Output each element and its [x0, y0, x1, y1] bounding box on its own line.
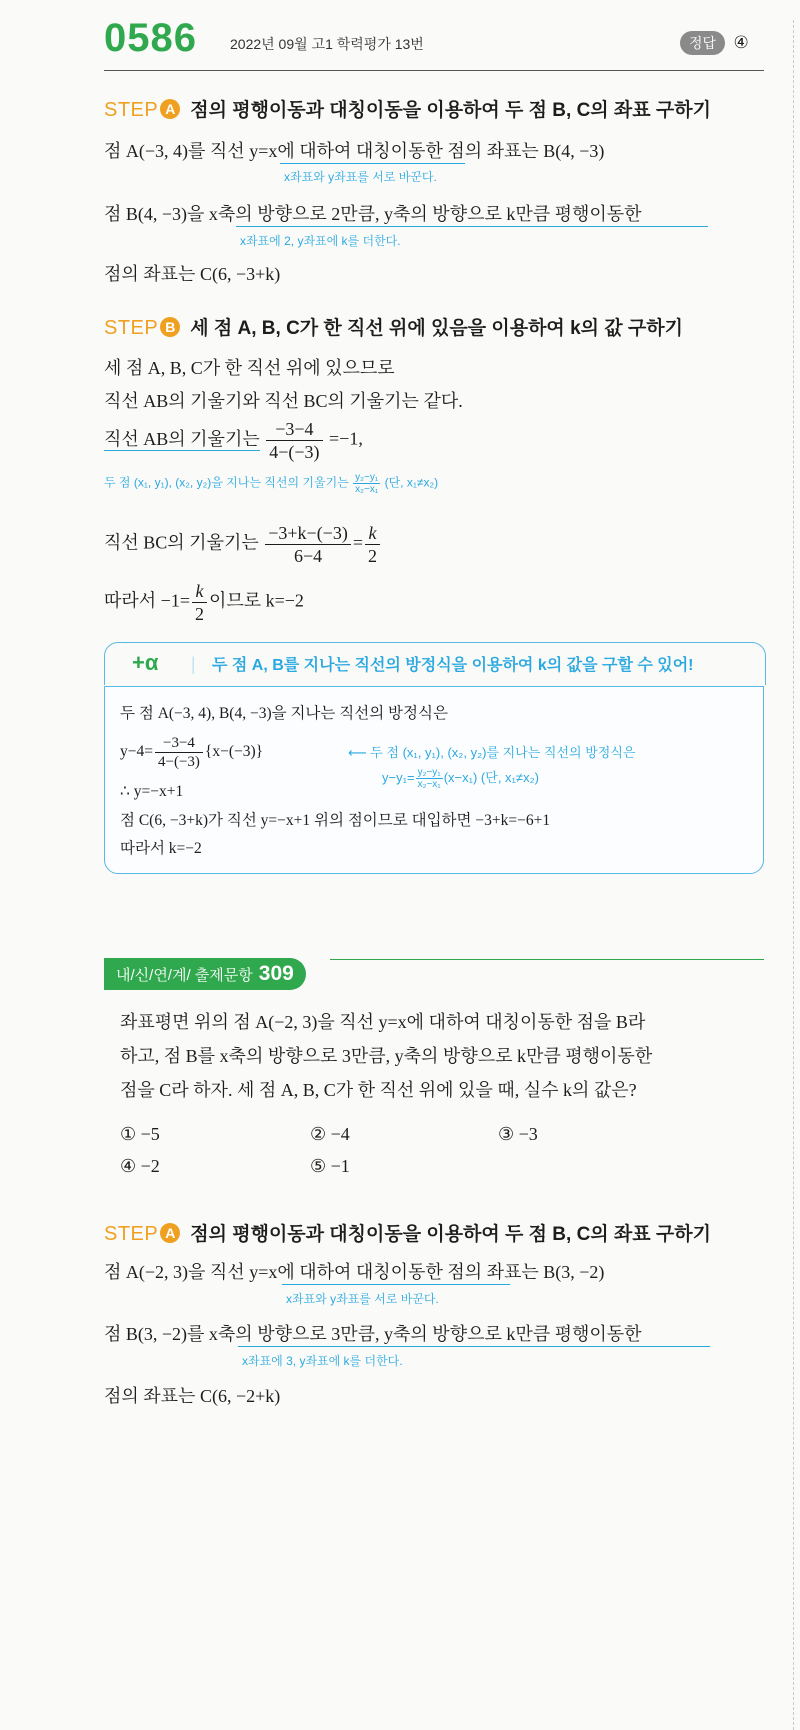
- conclusion-suffix: 이므로 k=−2: [208, 590, 304, 611]
- step-a-line-2: 점 B(4, −3)을 x축의 방향으로 2만큼, y축의 방향으로 k만큼 평행이동한: [104, 204, 642, 224]
- alpha-eq-numerator: −3−4: [155, 734, 203, 753]
- step-a-heading: [104, 95, 711, 122]
- step-a-underline-1: [280, 163, 465, 164]
- alpha-eq-prefix: y−4=: [120, 743, 153, 761]
- slope-bc-numerator: −3+k−(−3): [265, 522, 351, 545]
- answer-badge: 정답: [680, 31, 725, 55]
- slope-bc-prefix: 직선 BC의 기울기는: [104, 532, 259, 553]
- choice-5[interactable]: ⑤ −1: [310, 1156, 350, 1176]
- slope-bc-result-fraction: [365, 522, 380, 567]
- step-b-title: 세 점 A, B, C가 한 직선 위에 있음을 이용하여 k의 값 구하기: [190, 318, 683, 339]
- alpha-line-1: 두 점 A(−3, 4), B(4, −3)을 지나는 직선의 방정식은: [120, 705, 448, 722]
- problem-number: 0586: [104, 16, 197, 60]
- step-a-badge-icon: A: [160, 99, 180, 119]
- header-rule: [104, 70, 764, 71]
- alpha-formula-suffix: (x−x₁) (단, x₁≠x₂): [443, 770, 539, 785]
- step-a2-note-1: x좌표와 y좌표를 서로 바꾼다.: [286, 1292, 439, 1306]
- conclusion-denominator: 2: [194, 604, 204, 624]
- naesin-rule: [330, 959, 764, 960]
- step-a2-line-1: 점 A(−2, 3)을 직선 y=x에 대하여 대칭이동한 점의 좌표는 B(3, −2): [104, 1262, 605, 1282]
- slope-note-fraction: [353, 472, 380, 495]
- slope-bc-equals: =: [352, 532, 363, 553]
- alpha-line-4: 점 C(6, −3+k)가 직선 y=−x+1 위의 점이므로 대입하면 −3+k=−6+1: [120, 812, 551, 829]
- conclusion-fraction: [192, 580, 207, 625]
- slope-ab-prefix: 직선 AB의 기울기는: [104, 428, 260, 449]
- slope-note-prefix: 두 점 (x₁, y₁), (x₂, y₂)을 지나는 직선의 기울기는: [104, 475, 349, 490]
- problem-source: 2022년 09월 고1 학력평가 13번: [230, 36, 424, 52]
- question-line-2: 하고, 점 B를 x축의 방향으로 3만큼, y축의 방향으로 k만큼 평행이동한: [120, 1046, 653, 1066]
- question-line-3: 점을 C라 하자. 세 점 A, B, C가 한 직선 위에 있을 때, 실수 k의 값은?: [120, 1080, 637, 1100]
- alpha-heading: [132, 650, 694, 676]
- alpha-formula-row: [382, 767, 539, 790]
- step-a2-line-3: 점의 좌표는 C(6, −2+k): [104, 1386, 281, 1406]
- slope-ab-row: [104, 418, 363, 463]
- step-a-tag: STEP: [104, 99, 159, 121]
- step-b-badge-icon: B: [160, 317, 180, 337]
- alpha-title: 두 점 A, B를 지나는 직선의 방정식을 이용하여 k의 값을 구할 수 있어!: [211, 657, 694, 674]
- conclusion-numerator: k: [192, 580, 207, 603]
- step-a2-title: 점의 평행이동과 대칭이동을 이용하여 두 점 B, C의 좌표 구하기: [190, 1224, 711, 1245]
- alpha-formula-fraction: [416, 767, 443, 790]
- alpha-eq-fraction: [155, 734, 203, 771]
- slope-note-row: [104, 472, 438, 495]
- naesin-number: 309: [258, 962, 294, 985]
- conclusion-row: [104, 580, 304, 625]
- slope-ab-denominator: 4−(−3): [269, 442, 320, 462]
- step-a2-heading: [104, 1219, 711, 1246]
- answer-value: ④: [733, 33, 749, 52]
- step-a-line-3: 점의 좌표는 C(6, −3+k): [104, 264, 281, 284]
- naesin-label: 내/신/연/계/ 출제문항: [116, 967, 253, 984]
- conclusion-prefix: 따라서 −1=: [104, 590, 190, 611]
- slope-note-numerator: y₂−y₁: [355, 472, 379, 483]
- step-a-note-2: x좌표에 2, y좌표에 k를 더한다.: [240, 234, 401, 248]
- alpha-formula-denominator: x₂−x₁: [417, 779, 441, 791]
- alpha-arrow-note: 두 점 (x₁, y₁), (x₂, y₂)를 지나는 직선의 방정식은: [370, 745, 636, 760]
- slope-ab-suffix: =−1,: [329, 428, 363, 449]
- choice-4[interactable]: ④ −2: [120, 1156, 160, 1176]
- slope-note-suffix: (단, x₁≠x₂): [384, 475, 439, 490]
- alpha-equation-row: [120, 734, 263, 771]
- answer-area: [680, 31, 749, 55]
- step-a2-tag: STEP: [104, 1223, 159, 1245]
- step-a2-underline-1: [282, 1284, 510, 1285]
- alpha-line-3: ∴ y=−x+1: [120, 783, 184, 800]
- step-a-line-1: 점 A(−3, 4)를 직선 y=x에 대하여 대칭이동한 점의 좌표는 B(4, −3): [104, 141, 605, 161]
- alpha-line-5: 따라서 k=−2: [120, 840, 202, 857]
- choice-3[interactable]: ③ −3: [498, 1124, 538, 1144]
- step-b-tag: STEP: [104, 317, 159, 339]
- step-a2-underline-2: [238, 1346, 710, 1347]
- step-a-note-1: x좌표와 y좌표를 서로 바꾼다.: [284, 170, 437, 184]
- slope-bc-denominator: 6−4: [293, 546, 323, 566]
- slope-bc-row: [104, 522, 382, 567]
- step-b-line-1: 세 점 A, B, C가 한 직선 위에 있으므로: [104, 358, 395, 378]
- slope-bc-fraction: [265, 522, 351, 567]
- slope-bc-result-denominator: 2: [367, 546, 377, 566]
- step-b-heading: [104, 313, 683, 340]
- slope-bc-result-numerator: k: [365, 522, 380, 545]
- alpha-formula-numerator: y₂−y₁: [417, 767, 441, 779]
- step-a2-note-2: x좌표에 3, y좌표에 k를 더한다.: [242, 1354, 403, 1368]
- question-line-1: 좌표평면 위의 점 A(−2, 3)을 직선 y=x에 대하여 대칭이동한 점을 B라: [120, 1012, 646, 1032]
- alpha-eq-suffix: {x−(−3)}: [204, 743, 264, 761]
- alpha-arrow-note-row: [348, 742, 635, 761]
- naesin-banner: [104, 958, 306, 990]
- step-b-line-2: 직선 AB의 기울기와 직선 BC의 기울기는 같다.: [104, 391, 463, 411]
- alpha-eq-denominator: 4−(−3): [157, 754, 200, 770]
- alpha-formula-prefix: y−y₁=: [382, 770, 415, 785]
- slope-ab-fraction: [266, 418, 322, 463]
- plus-alpha-icon: +α: [132, 650, 159, 675]
- step-a-title: 점의 평행이동과 대칭이동을 이용하여 두 점 B, C의 좌표 구하기: [190, 100, 711, 121]
- choice-2[interactable]: ② −4: [310, 1124, 350, 1144]
- page-edge-divider: [793, 20, 794, 1730]
- slope-note-denominator: x₂−x₁: [355, 484, 379, 495]
- choice-1[interactable]: ① −5: [120, 1124, 160, 1144]
- left-arrow-icon: ⟵: [348, 745, 367, 760]
- step-a-underline-2: [236, 226, 708, 227]
- alpha-divider: |: [190, 654, 196, 674]
- slope-ab-numerator: −3−4: [266, 418, 322, 441]
- step-a2-line-2: 점 B(3, −2)를 x축의 방향으로 3만큼, y축의 방향으로 k만큼 평행이동한: [104, 1324, 642, 1344]
- step-a2-badge-icon: A: [160, 1223, 180, 1243]
